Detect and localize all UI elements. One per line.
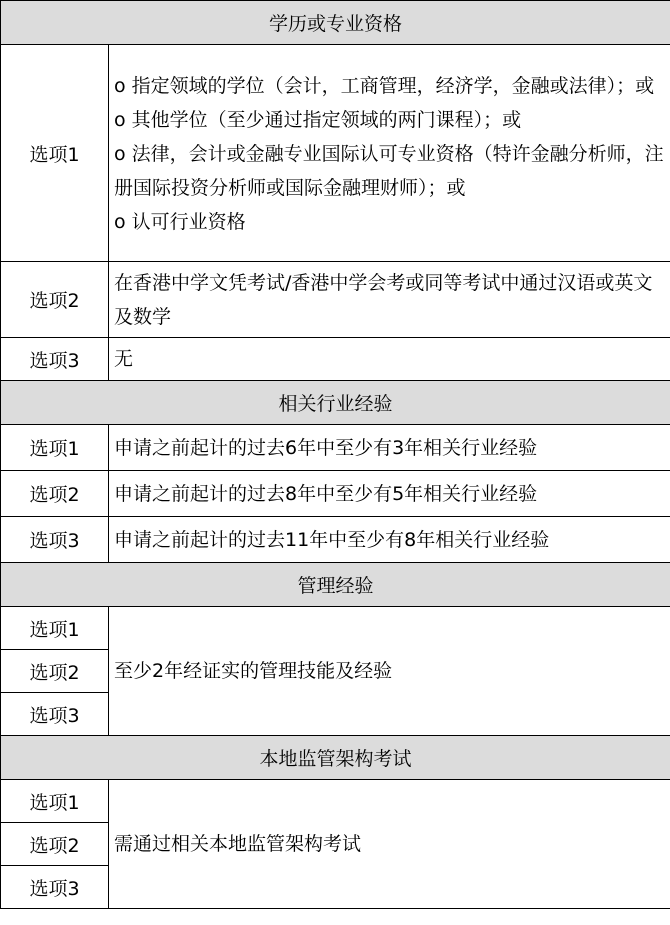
option-label: 选项3 (1, 693, 109, 736)
table-row (1, 425, 670, 471)
option-description: 申请之前起计的过去8年中至少有5年相关行业经验 (109, 471, 670, 517)
option-label: 选项2 (1, 471, 109, 517)
table-row (1, 471, 670, 517)
table-row (1, 338, 670, 381)
option-label: 选项1 (1, 780, 109, 823)
section-header-row (1, 1, 670, 45)
option-description-shared: 需通过相关本地监管架构考试 (109, 780, 670, 909)
table-row (1, 517, 670, 563)
option-label: 选项1 (1, 425, 109, 471)
section-title-management-experience: 管理经验 (1, 563, 670, 607)
option-description-shared: 至少2年经证实的管理技能及经验 (109, 607, 670, 736)
option-label: 选项2 (1, 650, 109, 693)
section-header-row (1, 563, 670, 607)
option-description: 申请之前起计的过去6年中至少有3年相关行业经验 (109, 425, 670, 471)
option-label: 选项3 (1, 866, 109, 909)
list-item: o 其他学位（至少通过指定领域的两门课程）；或 (114, 109, 522, 131)
table-row (1, 607, 670, 650)
option-label: 选项3 (1, 338, 109, 381)
option-description: 申请之前起计的过去11年中至少有8年相关行业经验 (109, 517, 670, 563)
section-header-row (1, 736, 670, 780)
option-description-lines (114, 63, 664, 243)
option-description: 无 (109, 338, 670, 381)
table-row (1, 262, 670, 338)
list-item: o 法律，会计或金融专业国际认可专业资格（特许金融分析师，注册国际投资分析师或国际金融理财师）；或 (114, 143, 664, 199)
option-label: 选项3 (1, 517, 109, 563)
list-item: o 认可行业资格 (114, 211, 246, 233)
section-title-local-regulatory-exam: 本地监管架构考试 (1, 736, 670, 780)
option-description: 在香港中学文凭考试/香港中学会考或同等考试中通过汉语或英文及数学 (109, 262, 670, 338)
section-header-row (1, 381, 670, 425)
table-row (1, 780, 670, 823)
list-item: o 指定领域的学位（会计，工商管理，经济学，金融或法律）；或 (114, 75, 655, 97)
table-row (1, 45, 670, 262)
option-label: 选项1 (1, 45, 109, 262)
section-title-education: 学历或专业资格 (1, 1, 670, 45)
option-label: 选项2 (1, 262, 109, 338)
option-label: 选项2 (1, 823, 109, 866)
option-label: 选项1 (1, 607, 109, 650)
option-description (109, 45, 670, 262)
section-title-industry-experience: 相关行业经验 (1, 381, 670, 425)
